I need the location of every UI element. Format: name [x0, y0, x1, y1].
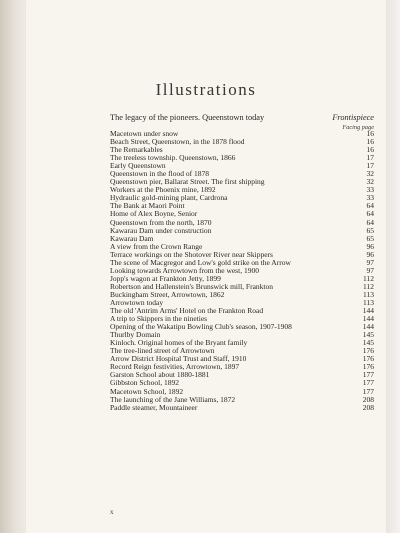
illustration-page: 144	[362, 306, 374, 316]
page-title: Illustrations	[155, 80, 257, 99]
illustration-page: 112	[363, 281, 374, 291]
illustration-page: 65	[366, 233, 374, 243]
illustration-page: 177	[362, 370, 374, 380]
illustration-caption: Home of Alex Boyne, Senior	[110, 209, 198, 219]
illustrations-list	[110, 130, 374, 412]
illustration-caption: Queenstown from the north, 1870	[110, 217, 212, 227]
illustration-caption: Gibbston School, 1892	[110, 378, 179, 388]
illustration-caption: The Bank at Maori Point	[110, 201, 185, 211]
illustration-caption: Queenstown in the flood of 1878	[110, 169, 209, 179]
illustration-caption: Record Reign festivities, Arrowtown, 1897	[110, 362, 240, 372]
page-number: x	[110, 508, 114, 516]
illustration-caption: The old 'Antrim Arms' Hotel on the Frankton Road	[110, 306, 264, 316]
illustration-page: 208	[362, 402, 374, 412]
illustration-caption: Workers at the Phoenix mine, 1892	[110, 185, 216, 195]
illustration-caption: Jopp's wagon at Frankton Jetty, 1899	[110, 273, 221, 283]
illustration-caption: Garston School about 1880-1881	[110, 370, 210, 380]
next-page-edge	[386, 0, 400, 533]
illustration-caption: Hydraulic gold-mining plant, Cardrona	[110, 193, 228, 203]
illustration-page: 97	[366, 257, 374, 267]
illustration-caption: The scene of Macgregor and Low's gold strike on the Arrow	[110, 257, 291, 267]
illustration-page: 145	[362, 330, 374, 340]
list-item	[110, 404, 374, 412]
illustration-caption: Queenstown pier, Ballarat Street. The first shipping	[110, 177, 265, 187]
illustration-page: 145	[362, 338, 374, 348]
illustration-page: 112	[363, 273, 374, 283]
illustration-page: 64	[366, 217, 374, 227]
illustration-page: 16	[366, 129, 374, 138]
illustration-page: 32	[366, 169, 374, 179]
frontispiece-label: Frontispiece	[332, 113, 374, 122]
book-page	[26, 0, 386, 533]
illustration-caption: A view from the Crown Range	[110, 241, 203, 251]
illustration-page: 33	[366, 185, 374, 195]
illustration-page: 177	[362, 386, 374, 396]
illustration-page: 144	[362, 322, 374, 332]
illustration-caption: Kawarau Dam under construction	[110, 225, 212, 235]
illustration-page: 32	[366, 177, 374, 187]
illustration-page: 176	[362, 362, 374, 372]
illustration-caption: Paddle steamer, Mountaineer	[110, 402, 198, 412]
illustration-caption: Looking towards Arrowtown from the west, 1900	[110, 265, 259, 275]
illustration-caption: The treeless township. Queenstown, 1866	[110, 153, 236, 163]
illustration-page: 64	[366, 209, 374, 219]
illustration-page: 16	[366, 137, 374, 147]
illustration-caption: Thurlby Domain	[110, 330, 161, 340]
book-gutter-shadow	[0, 0, 26, 533]
frontispiece-caption: The legacy of the pioneers. Queenstown today	[110, 113, 265, 122]
illustration-caption: Kawarau Dam	[110, 233, 154, 243]
illustration-page: 17	[366, 161, 374, 171]
illustration-page: 17	[366, 153, 374, 163]
illustration-page: 177	[362, 378, 374, 388]
illustration-caption: The Remarkables	[110, 145, 163, 155]
illustration-caption: Macetown under snow	[110, 129, 179, 138]
illustration-page: 33	[366, 193, 374, 203]
illustration-page: 176	[362, 354, 374, 364]
illustration-caption: Macetown School, 1892	[110, 386, 184, 396]
illustration-caption: The launching of the Jane Williams, 1872	[110, 394, 236, 404]
illustration-page: 16	[366, 145, 374, 155]
illustration-page: 65	[366, 225, 374, 235]
illustration-page: 113	[363, 297, 374, 307]
illustration-page: 97	[366, 265, 374, 275]
illustration-page: 144	[362, 314, 374, 324]
illustration-caption: Arrowtown today	[110, 297, 164, 307]
frontispiece-entry	[110, 113, 374, 125]
illustration-caption: Robertson and Hallenstein's Brunswick mill, Frankton	[110, 281, 274, 291]
illustration-page: 96	[366, 241, 374, 251]
illustration-caption: Terrace workings on the Shotover River near Skippers	[110, 249, 273, 259]
illustration-caption: Early Queenstown	[110, 161, 166, 171]
illustration-caption: Beach Street, Queenstown, in the 1878 flood	[110, 137, 245, 147]
illustration-caption: Opening of the Wakatipu Bowling Club's season, 1907-1908	[110, 322, 292, 332]
illustration-caption: Arrow District Hospital Trust and Staff, 1910	[110, 354, 247, 364]
facing-page-label: Facing page	[342, 124, 374, 131]
illustration-page: 208	[362, 394, 374, 404]
illustration-caption: The tree-lined street of Arrowtown	[110, 346, 215, 356]
illustration-page: 176	[362, 346, 374, 356]
illustration-caption: A trip to Skippers in the nineties	[110, 314, 208, 324]
illustration-caption: Buckingham Street, Arrowtown, 1862	[110, 289, 225, 299]
illustration-caption: Kinloch. Original homes of the Bryant family	[110, 338, 248, 348]
illustration-page: 113	[363, 289, 374, 299]
illustration-page: 96	[366, 249, 374, 259]
illustration-page: 64	[366, 201, 374, 211]
